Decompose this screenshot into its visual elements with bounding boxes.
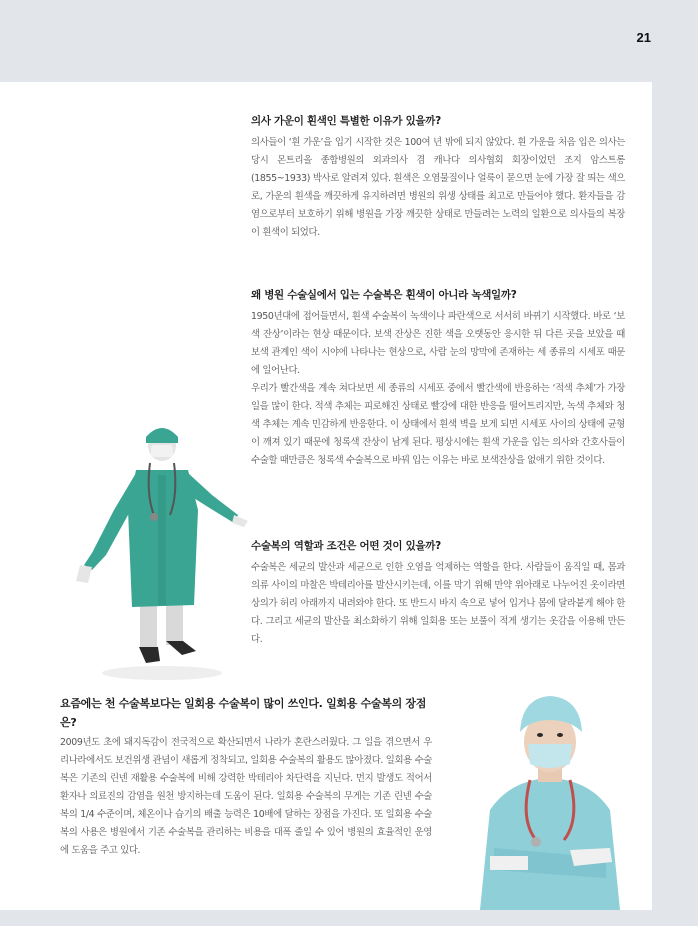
surgeon-mannequin-figure	[62, 415, 262, 685]
section-heading: 수술복의 역할과 조건은 어떤 것이 있을까?	[251, 540, 441, 552]
section-paragraph: 2009년도 초에 돼지독감이 전국적으로 확산되면서 나라가 혼란스러웠다. 그 일을 겪으면서 우리나라에서도 보건위생 관념이 새롭게 정착되고, 일회용 수술복의 활용도 많아졌다. 일회용 수술복은 기존의 린넨 재활용 수술복에 비해 강력한 박테리아 차단력을 지닌다. 먼지 발생도 적어서 환자나 의료진의 감염을 원천 방지하는데 도움이 된다. 일회용 수술복의 무게는 기존 린넨 수술복의 1/4 수준이며, 체온이나 습기의 배출 능력은 10배에 달하는 장점을 가진다. 또 일회용 수술복의 사용은 병원에서 기존 수술복을 관리하는 비용을 대폭 줄일 수 있어 병원의 효율적인 운영에 도움을 주고 있다.	[60, 737, 432, 856]
section-heading: 왜 병원 수술실에서 입는 수술복은 흰색이 아니라 녹색일까?	[251, 289, 517, 301]
section-disposable-scrubs	[60, 694, 432, 860]
section-heading: 요즘에는 천 수술복보다는 일회용 수술복이 많이 쓰인다. 일회용 수술복의 장점은?	[60, 697, 427, 729]
bottom-band	[0, 910, 698, 926]
section-paragraph: 우리가 빨간색을 계속 쳐다보면 세 종류의 시세포 중에서 빨간색에 반응하는 ‘적색 추체’가 가장 일을 많이 한다. 적색 추체는 피로해진 상태로 빨강에 대한 반응을 떨어트리지만, 녹색 추체와 청색 추체는 계속 민감하게 반응한다. 이 상태에서 흰색 벽을 보게 되면 시세포 사이의 상태에 균형이 깨져 있기 때문에 청록색 잔상이 남게 된다. 평상시에는 흰색 가운을 입는 의사와 간호사들이 수술할 때만큼은 청록색 수술복으로 바꿔 입는 이유는 바로 보색잔상을 없애기 위한 것이다.	[251, 383, 625, 466]
section-white-gown	[251, 112, 625, 242]
section-paragraph: 1950년대에 접어들면서, 흰색 수술복이 녹색이나 파란색으로 서서히 바뀌기 시작했다. 바로 ‘보색 잔상’이라는 현상 때문이다. 보색 잔상은 진한 색을 오랫동안 응시한 뒤 다른 곳을 보았을 때 보색 관계인 색이 시야에 나타나는 현상으로, 사람 눈의 망막에 존재하는 세 종류의 시세포 때문에 일어난다.	[251, 311, 625, 376]
page-number: 21	[636, 30, 651, 45]
section-green-scrubs	[251, 286, 625, 470]
section-paragraph: 수술복은 세균의 발산과 세균으로 인한 오염을 억제하는 역할을 한다. 사람들이 움직일 때, 몸과 의류 사이의 마찰은 박테리아를 발산시키는데, 이를 막기 위해 만약 위아래로 나누어진 옷이라면 상의가 허리 아래까지 내려와야 한다. 또 반드시 바지 속으로 넣어 입거나 몸에 달라붙게 해야 한다. 그리고 세균의 발산을 최소화하기 위해 일회용 또는 보풀이 적게 생기는 옷감을 이용해 만든다.	[251, 562, 625, 645]
top-band	[0, 0, 698, 82]
nurse-photo	[450, 680, 650, 910]
section-scrub-role	[251, 537, 625, 649]
section-heading: 의사 가운이 흰색인 특별한 이유가 있을까?	[251, 115, 441, 127]
section-paragraph: 의사들이 ‘흰 가운’을 입기 시작한 것은 100여 년 밖에 되지 않았다. 흰 가운을 처음 입은 의사는 당시 몬트리올 종합병원의 외과의사 겸 캐나다 의사협회 회장이었던 조지 암스트롱(1855~1933) 박사로 알려져 있다. 흰색은 오염물질이나 얼룩이 묻으면 눈에 가장 잘 띄는 색으로, 가운의 흰색을 깨끗하게 유지하려면 병원의 위생 상태를 최고로 만들어야 했다. 환자들을 감염으로부터 보호하기 위해 병원을 가장 깨끗한 상태로 만들려는 노력의 일환으로 의사들의 복장이 흰색이 되었다.	[251, 137, 625, 238]
